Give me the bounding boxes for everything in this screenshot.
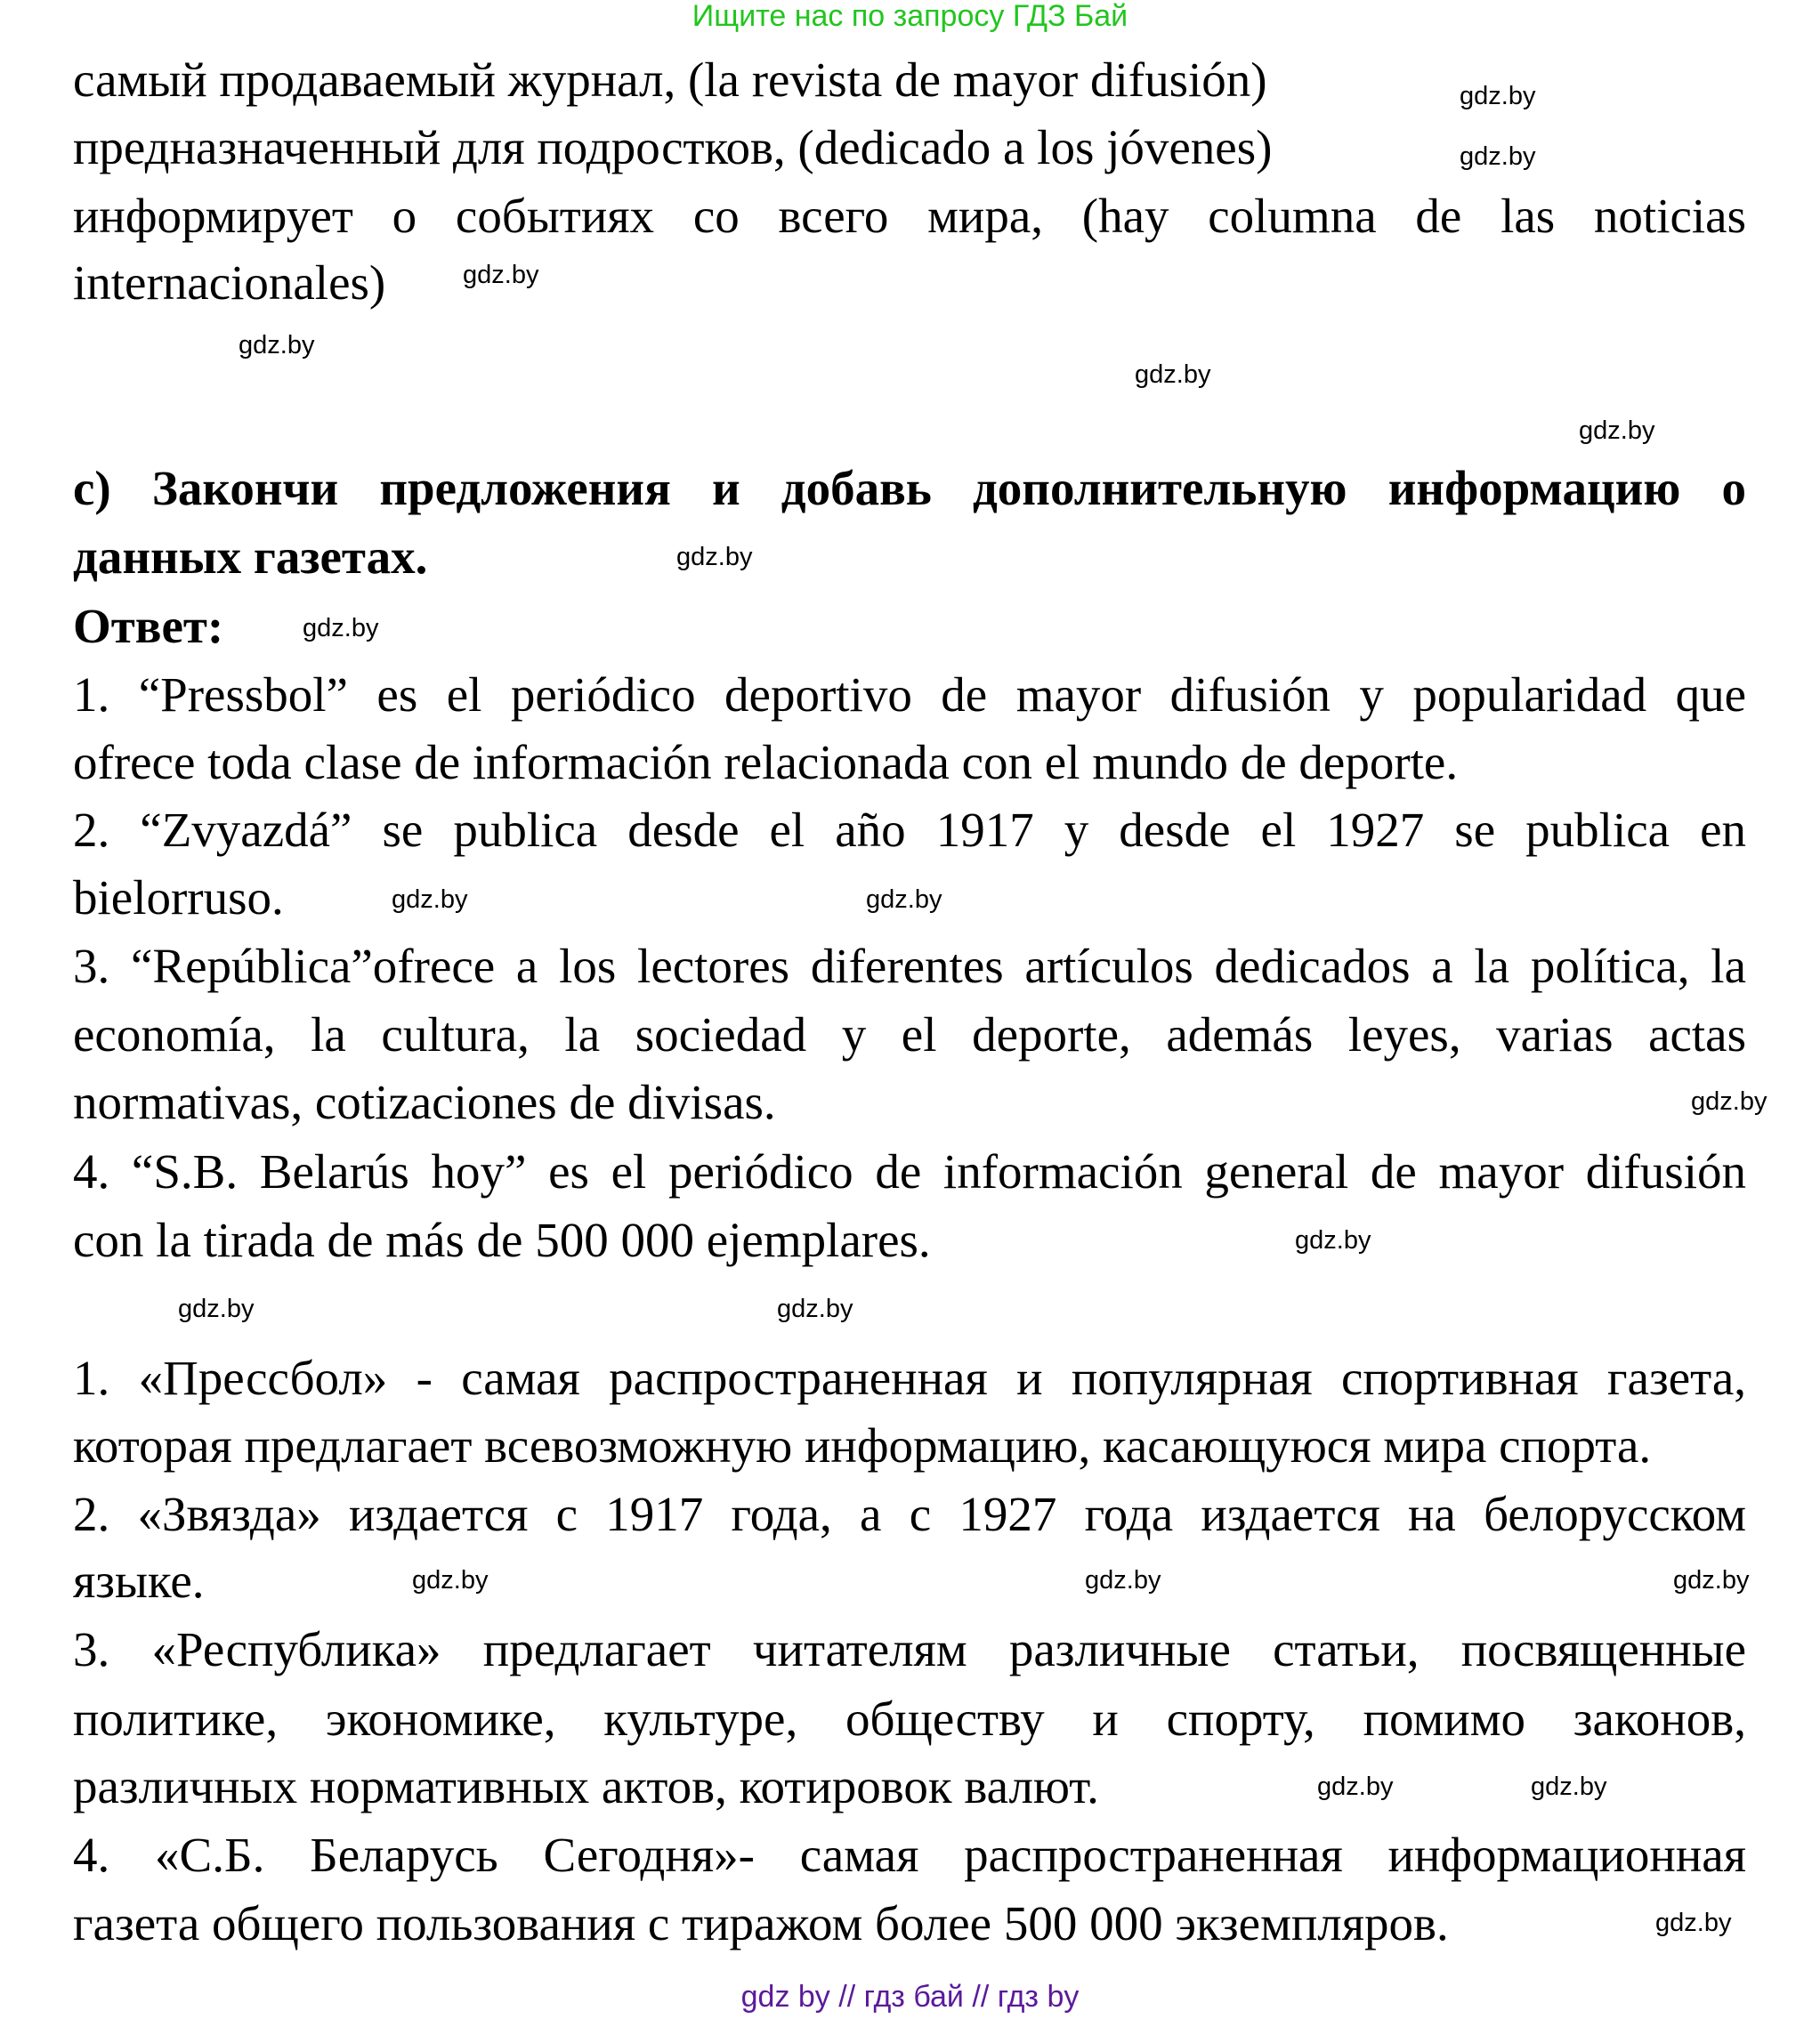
intro-line: предназначенный для подростков, (dedicado a los jóvenes) — [73, 120, 1273, 174]
intro-line: информирует о событиях со всего мира, (hay columna de las noticias — [73, 189, 1746, 243]
watermark: gdz.by — [866, 885, 942, 914]
russian-line: которая предлагает всевозможную информацию, касающуюся мира спорта. — [73, 1418, 1652, 1473]
russian-line: 1. «Прессбол» - самая распространенная и популярная спортивная газета, — [73, 1351, 1746, 1405]
watermark: gdz.by — [1460, 82, 1536, 110]
watermark: gdz.by — [1085, 1566, 1161, 1595]
russian-line: различных нормативных актов, котировок валют. — [73, 1759, 1099, 1813]
watermark: gdz.by — [1460, 142, 1536, 171]
spanish-line: 3. “República”ofrece a los lectores diferentes artículos dedicados a la política, la — [73, 939, 1746, 993]
spanish-line: ofrece toda clase de información relacionada con el mundo de deporte. — [73, 735, 1459, 789]
spanish-line: bielorruso. — [73, 870, 284, 925]
watermark: gdz.by — [676, 543, 753, 571]
watermark: gdz.by — [1691, 1087, 1767, 1116]
task-heading: c) Закончи предложения и добавь дополнительную информацию о — [73, 461, 1746, 515]
spanish-line: economía, la cultura, la sociedad y el deporte, además leyes, varias actas — [73, 1007, 1746, 1062]
answer-label: Ответ: — [73, 599, 224, 653]
task-heading-cont: данных газетах. — [73, 529, 428, 584]
russian-line: политике, экономике, культуре, обществу и спорту, помимо законов, — [73, 1692, 1746, 1746]
watermark: gdz.by — [178, 1295, 255, 1323]
intro-line: самый продаваемый журнал, (la revista de mayor difusión) — [73, 52, 1267, 107]
watermark: gdz.by — [303, 614, 379, 642]
watermark: gdz.by — [239, 331, 315, 359]
russian-line: 4. «С.Б. Беларусь Сегодня»- самая распространенная информационная — [73, 1828, 1746, 1882]
russian-line: языке. — [73, 1554, 205, 1608]
watermark: gdz.by — [392, 885, 468, 914]
spanish-line: 4. “S.B. Belarús hoy” es el periódico de información general de mayor difusión — [73, 1144, 1746, 1199]
watermark: gdz.by — [1531, 1773, 1607, 1801]
spanish-line: 2. “Zvyazdá” se publica desde el año 1917 y desde el 1927 se publica en — [73, 803, 1746, 857]
intro-line: internacionales) — [73, 255, 386, 310]
watermark: gdz.by — [463, 261, 539, 289]
russian-line: газета общего пользования с тиражом более 500 000 экземпляров. — [73, 1896, 1449, 1950]
watermark: gdz.by — [1655, 1909, 1732, 1937]
spanish-line: normativas, cotizaciones de divisas. — [73, 1075, 776, 1129]
watermark: gdz.by — [777, 1295, 853, 1323]
watermark: gdz.by — [1295, 1226, 1371, 1255]
russian-line: 3. «Республика» предлагает читателям различные статьи, посвященные — [73, 1622, 1746, 1676]
spanish-line: con la tirada de más de 500 000 ejemplares. — [73, 1213, 931, 1267]
russian-line: 2. «Звязда» издается с 1917 года, а с 1927 года издается на белорусском — [73, 1487, 1746, 1541]
watermark: gdz.by — [1579, 416, 1655, 445]
watermark: gdz.by — [412, 1566, 489, 1595]
footer-links: gdz by // гдз бай // гдз by — [740, 1980, 1080, 2014]
watermark: gdz.by — [1135, 360, 1211, 389]
watermark: gdz.by — [1673, 1566, 1750, 1595]
search-banner: Ищите нас по запросу ГДЗ Бай — [692, 0, 1128, 33]
spanish-line: 1. “Pressbol” es el periódico deportivo de mayor difusión y popularidad que — [73, 667, 1746, 722]
watermark: gdz.by — [1317, 1773, 1394, 1801]
